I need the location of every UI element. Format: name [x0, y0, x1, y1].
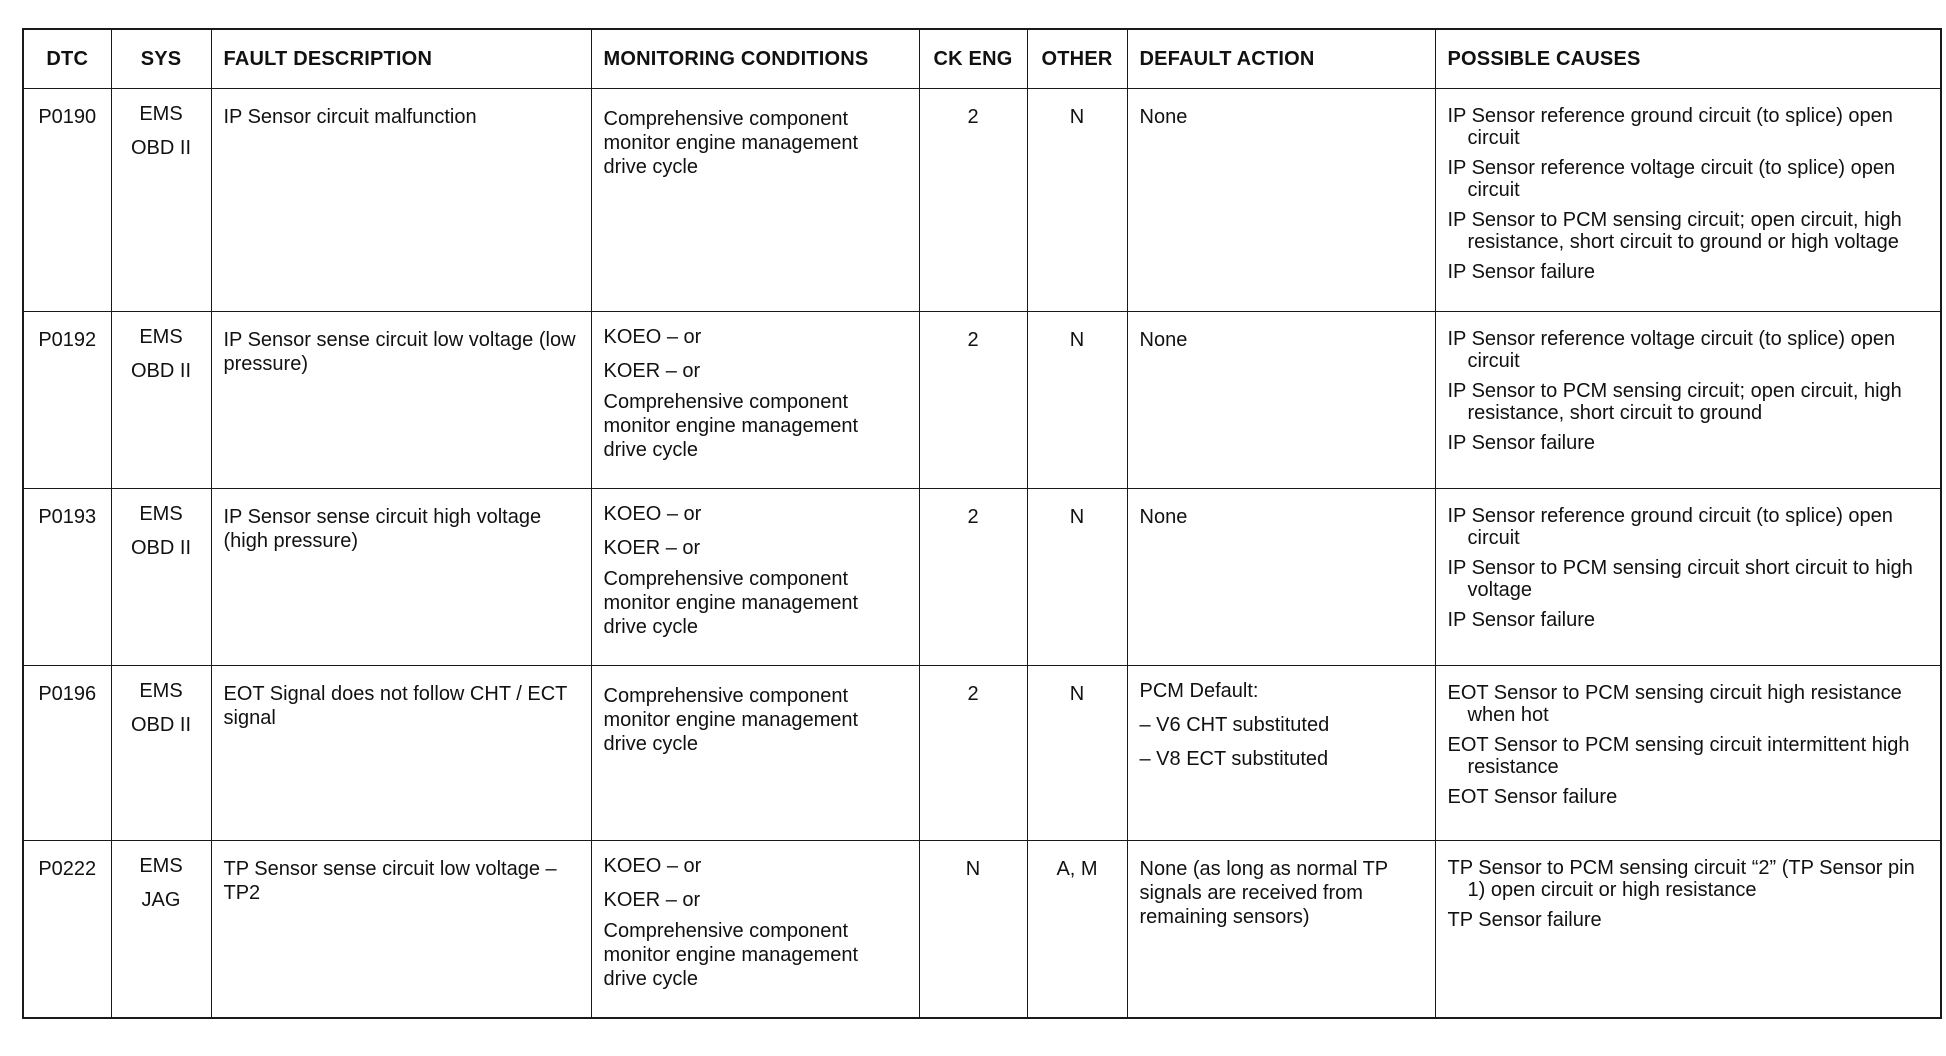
monitoring-conditions — [591, 489, 919, 666]
cause-item: TP Sensor to PCM sensing circuit “2” (TP Sensor pin 1) open circuit or high resistance — [1447, 857, 1915, 901]
sys-cell — [111, 666, 211, 841]
condition-line: KOER – or — [603, 360, 701, 382]
header-other: OTHER — [1027, 29, 1127, 89]
default-action — [1127, 666, 1435, 841]
header-possible-causes: POSSIBLE CAUSES — [1435, 29, 1941, 89]
table-row — [23, 841, 1941, 1019]
condition-line: KOER – or — [603, 537, 701, 559]
default-action — [1127, 489, 1435, 666]
cause-item: IP Sensor to PCM sensing circuit short circuit to high voltage — [1447, 557, 1913, 601]
sys-line: EMS — [139, 680, 183, 702]
monitoring-conditions — [591, 312, 919, 489]
sys-line: JAG — [141, 889, 181, 911]
condition-line: KOEO – or — [603, 503, 702, 525]
table-row — [23, 89, 1941, 312]
default-action — [1127, 89, 1435, 312]
ck-eng: 2 — [919, 666, 1027, 841]
sys-line: EMS — [139, 326, 183, 348]
header-ck-eng: CK ENG — [919, 29, 1027, 89]
cause-item: IP Sensor reference voltage circuit (to splice) open circuit — [1447, 157, 1896, 201]
cause-item: IP Sensor reference voltage circuit (to splice) open circuit — [1447, 328, 1896, 372]
cause-item: IP Sensor to PCM sensing circuit; open circuit, high resistance, short circuit to ground — [1447, 380, 1902, 424]
cause-item: IP Sensor reference ground circuit (to splice) open circuit — [1447, 105, 1893, 149]
condition-line: Comprehensive component monitor engine management drive cycle — [603, 108, 859, 178]
header-default-action: DEFAULT ACTION — [1127, 29, 1435, 89]
sys-line: OBD II — [130, 137, 191, 159]
ck-eng: 2 — [919, 89, 1027, 312]
sys-line: OBD II — [130, 537, 191, 559]
possible-causes — [1435, 666, 1941, 841]
dtc-table — [22, 28, 1942, 1019]
other: N — [1027, 666, 1127, 841]
monitoring-conditions — [591, 89, 919, 312]
other: N — [1027, 89, 1127, 312]
other: A, M — [1027, 841, 1127, 1019]
cause-item: IP Sensor failure — [1447, 432, 1595, 454]
fault-description: IP Sensor sense circuit low voltage (low pressure) — [211, 312, 591, 489]
sys-line: OBD II — [130, 714, 191, 736]
cause-item: IP Sensor failure — [1447, 261, 1595, 283]
fault-description: IP Sensor circuit malfunction — [211, 89, 591, 312]
default-action — [1127, 312, 1435, 489]
cause-item: IP Sensor reference ground circuit (to splice) open circuit — [1447, 505, 1893, 549]
sys-line: EMS — [139, 503, 183, 525]
monitoring-conditions — [591, 666, 919, 841]
sys-line: OBD II — [130, 360, 191, 382]
ck-eng: N — [919, 841, 1027, 1019]
default-action-line: – V8 ECT substituted — [1139, 748, 1329, 770]
condition-line: Comprehensive component monitor engine management drive cycle — [603, 391, 859, 461]
header-sys: SYS — [111, 29, 211, 89]
monitoring-conditions — [591, 841, 919, 1019]
default-action — [1127, 841, 1435, 1019]
cause-item: EOT Sensor to PCM sensing circuit high resistance when hot — [1447, 682, 1902, 726]
ck-eng: 2 — [919, 489, 1027, 666]
fault-description: IP Sensor sense circuit high voltage (high pressure) — [211, 489, 591, 666]
sys-line: EMS — [139, 103, 183, 125]
cause-item: EOT Sensor to PCM sensing circuit intermittent high resistance — [1447, 734, 1910, 778]
dtc-code: P0190 — [23, 89, 111, 312]
default-action-line: None — [1139, 506, 1188, 528]
sys-cell — [111, 312, 211, 489]
condition-line: Comprehensive component monitor engine management drive cycle — [603, 568, 859, 638]
default-action-line: None — [1139, 106, 1188, 128]
other: N — [1027, 489, 1127, 666]
other: N — [1027, 312, 1127, 489]
possible-causes — [1435, 489, 1941, 666]
header-fault-description: FAULT DESCRIPTION — [211, 29, 591, 89]
dtc-code: P0196 — [23, 666, 111, 841]
sys-cell — [111, 489, 211, 666]
cause-item: IP Sensor failure — [1447, 609, 1595, 631]
condition-line: Comprehensive component monitor engine management drive cycle — [603, 685, 859, 755]
ck-eng: 2 — [919, 312, 1027, 489]
header-monitoring-conditions: MONITORING CONDITIONS — [591, 29, 919, 89]
possible-causes — [1435, 312, 1941, 489]
default-action-line: PCM Default: — [1139, 680, 1259, 702]
cause-item: EOT Sensor failure — [1447, 786, 1618, 808]
default-action-line: None (as long as normal TP signals are received from remaining sensors) — [1139, 858, 1388, 928]
sys-cell — [111, 89, 211, 312]
fault-description: TP Sensor sense circuit low voltage – TP2 — [211, 841, 591, 1019]
table-row — [23, 666, 1941, 841]
cause-item: IP Sensor to PCM sensing circuit; open circuit, high resistance, short circuit to ground or high voltage — [1447, 209, 1902, 253]
default-action-line: – V6 CHT substituted — [1139, 714, 1330, 736]
header-dtc: DTC — [23, 29, 111, 89]
condition-line: KOER – or — [603, 889, 701, 911]
sys-cell — [111, 841, 211, 1019]
default-action-line: None — [1139, 329, 1188, 351]
header-row — [23, 29, 1941, 89]
table-row — [23, 489, 1941, 666]
table-row — [23, 312, 1941, 489]
condition-line: KOEO – or — [603, 326, 702, 348]
dtc-code: P0192 — [23, 312, 111, 489]
dtc-code: P0222 — [23, 841, 111, 1019]
possible-causes — [1435, 89, 1941, 312]
condition-line: KOEO – or — [603, 855, 702, 877]
sys-line: EMS — [139, 855, 183, 877]
cause-item: TP Sensor failure — [1447, 909, 1602, 931]
dtc-code: P0193 — [23, 489, 111, 666]
fault-description: EOT Signal does not follow CHT / ECT signal — [211, 666, 591, 841]
condition-line: Comprehensive component monitor engine management drive cycle — [603, 920, 859, 990]
possible-causes — [1435, 841, 1941, 1019]
